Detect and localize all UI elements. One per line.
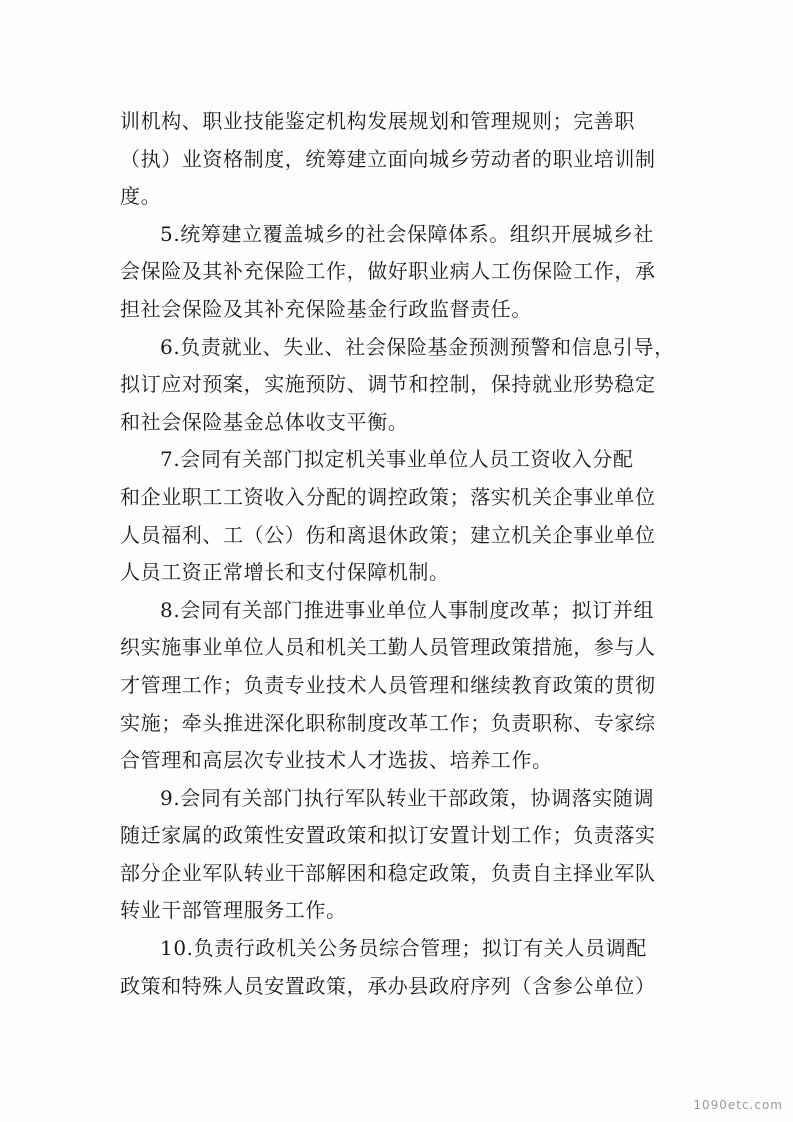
text-line: 会保险及其补充保险工作，做好职业病人工伤保险工作，承 — [120, 259, 656, 284]
text-line: 实施；牵头推进深化职称制度改革工作；负责职称、专家综 — [120, 710, 656, 735]
paragraph-start-line: 10.负责行政机关公务员综合管理；拟订有关人员调配 — [160, 936, 647, 961]
text-line: 部分企业军队转业干部解困和稳定政策，负责自主择业军队 — [120, 860, 656, 885]
text-line: 织实施事业单位人员和机关工勤人员管理政策措施，参与人 — [120, 635, 656, 660]
paragraph-start-line: 6.负责就业、失业、社会保险基金预测预警和信息引导， — [160, 334, 675, 359]
text-line: 政策和特殊人员安置政策，承办县政府序列（含参公单位） — [120, 973, 656, 998]
site-watermark: 1090etc.com — [693, 1098, 783, 1112]
text-line: 担社会保险及其补充保险基金行政监督责任。 — [120, 296, 532, 321]
text-line: 转业干部管理服务工作。 — [120, 898, 347, 923]
text-line: 度。 — [120, 184, 162, 209]
paragraph-start-line: 5.统筹建立覆盖城乡的社会保障体系。组织开展城乡社 — [160, 221, 655, 246]
paragraph-start-line: 9.会同有关部门执行军队转业干部政策，协调落实随调 — [160, 785, 655, 810]
text-line: （执）业资格制度，统筹建立面向城乡劳动者的职业培训制 — [120, 146, 656, 171]
text-line: 才管理工作；负责专业技术人员管理和继续教育政策的贯彻 — [120, 672, 656, 697]
text-line: 人员工资正常增长和支付保障机制。 — [120, 560, 450, 585]
text-line: 拟订应对预案，实施预防、调节和控制，保持就业形势稳定 — [120, 372, 656, 397]
text-line: 和企业职工工资收入分配的调控政策；落实机关企事业单位 — [120, 484, 656, 509]
paragraph-start-line: 7.会同有关部门拟定机关事业单位人员工资收入分配 — [160, 447, 634, 472]
text-line: 人员福利、工（公）伤和离退休政策；建立机关企事业单位 — [120, 522, 656, 547]
document-body — [120, 103, 680, 1005]
text-line: 训机构、职业技能鉴定机构发展规划和管理规则；完善职 — [120, 109, 635, 133]
text-line: 合管理和高层次专业技术人才选拔、培养工作。 — [120, 748, 553, 773]
paragraph-start-line: 8.会同有关部门推进事业单位人事制度改革；拟订并组 — [160, 597, 655, 622]
text-line: 随迁家属的政策性安置政策和拟订安置计划工作；负责落实 — [120, 823, 656, 848]
text-line: 和社会保险基金总体收支平衡。 — [120, 409, 409, 434]
